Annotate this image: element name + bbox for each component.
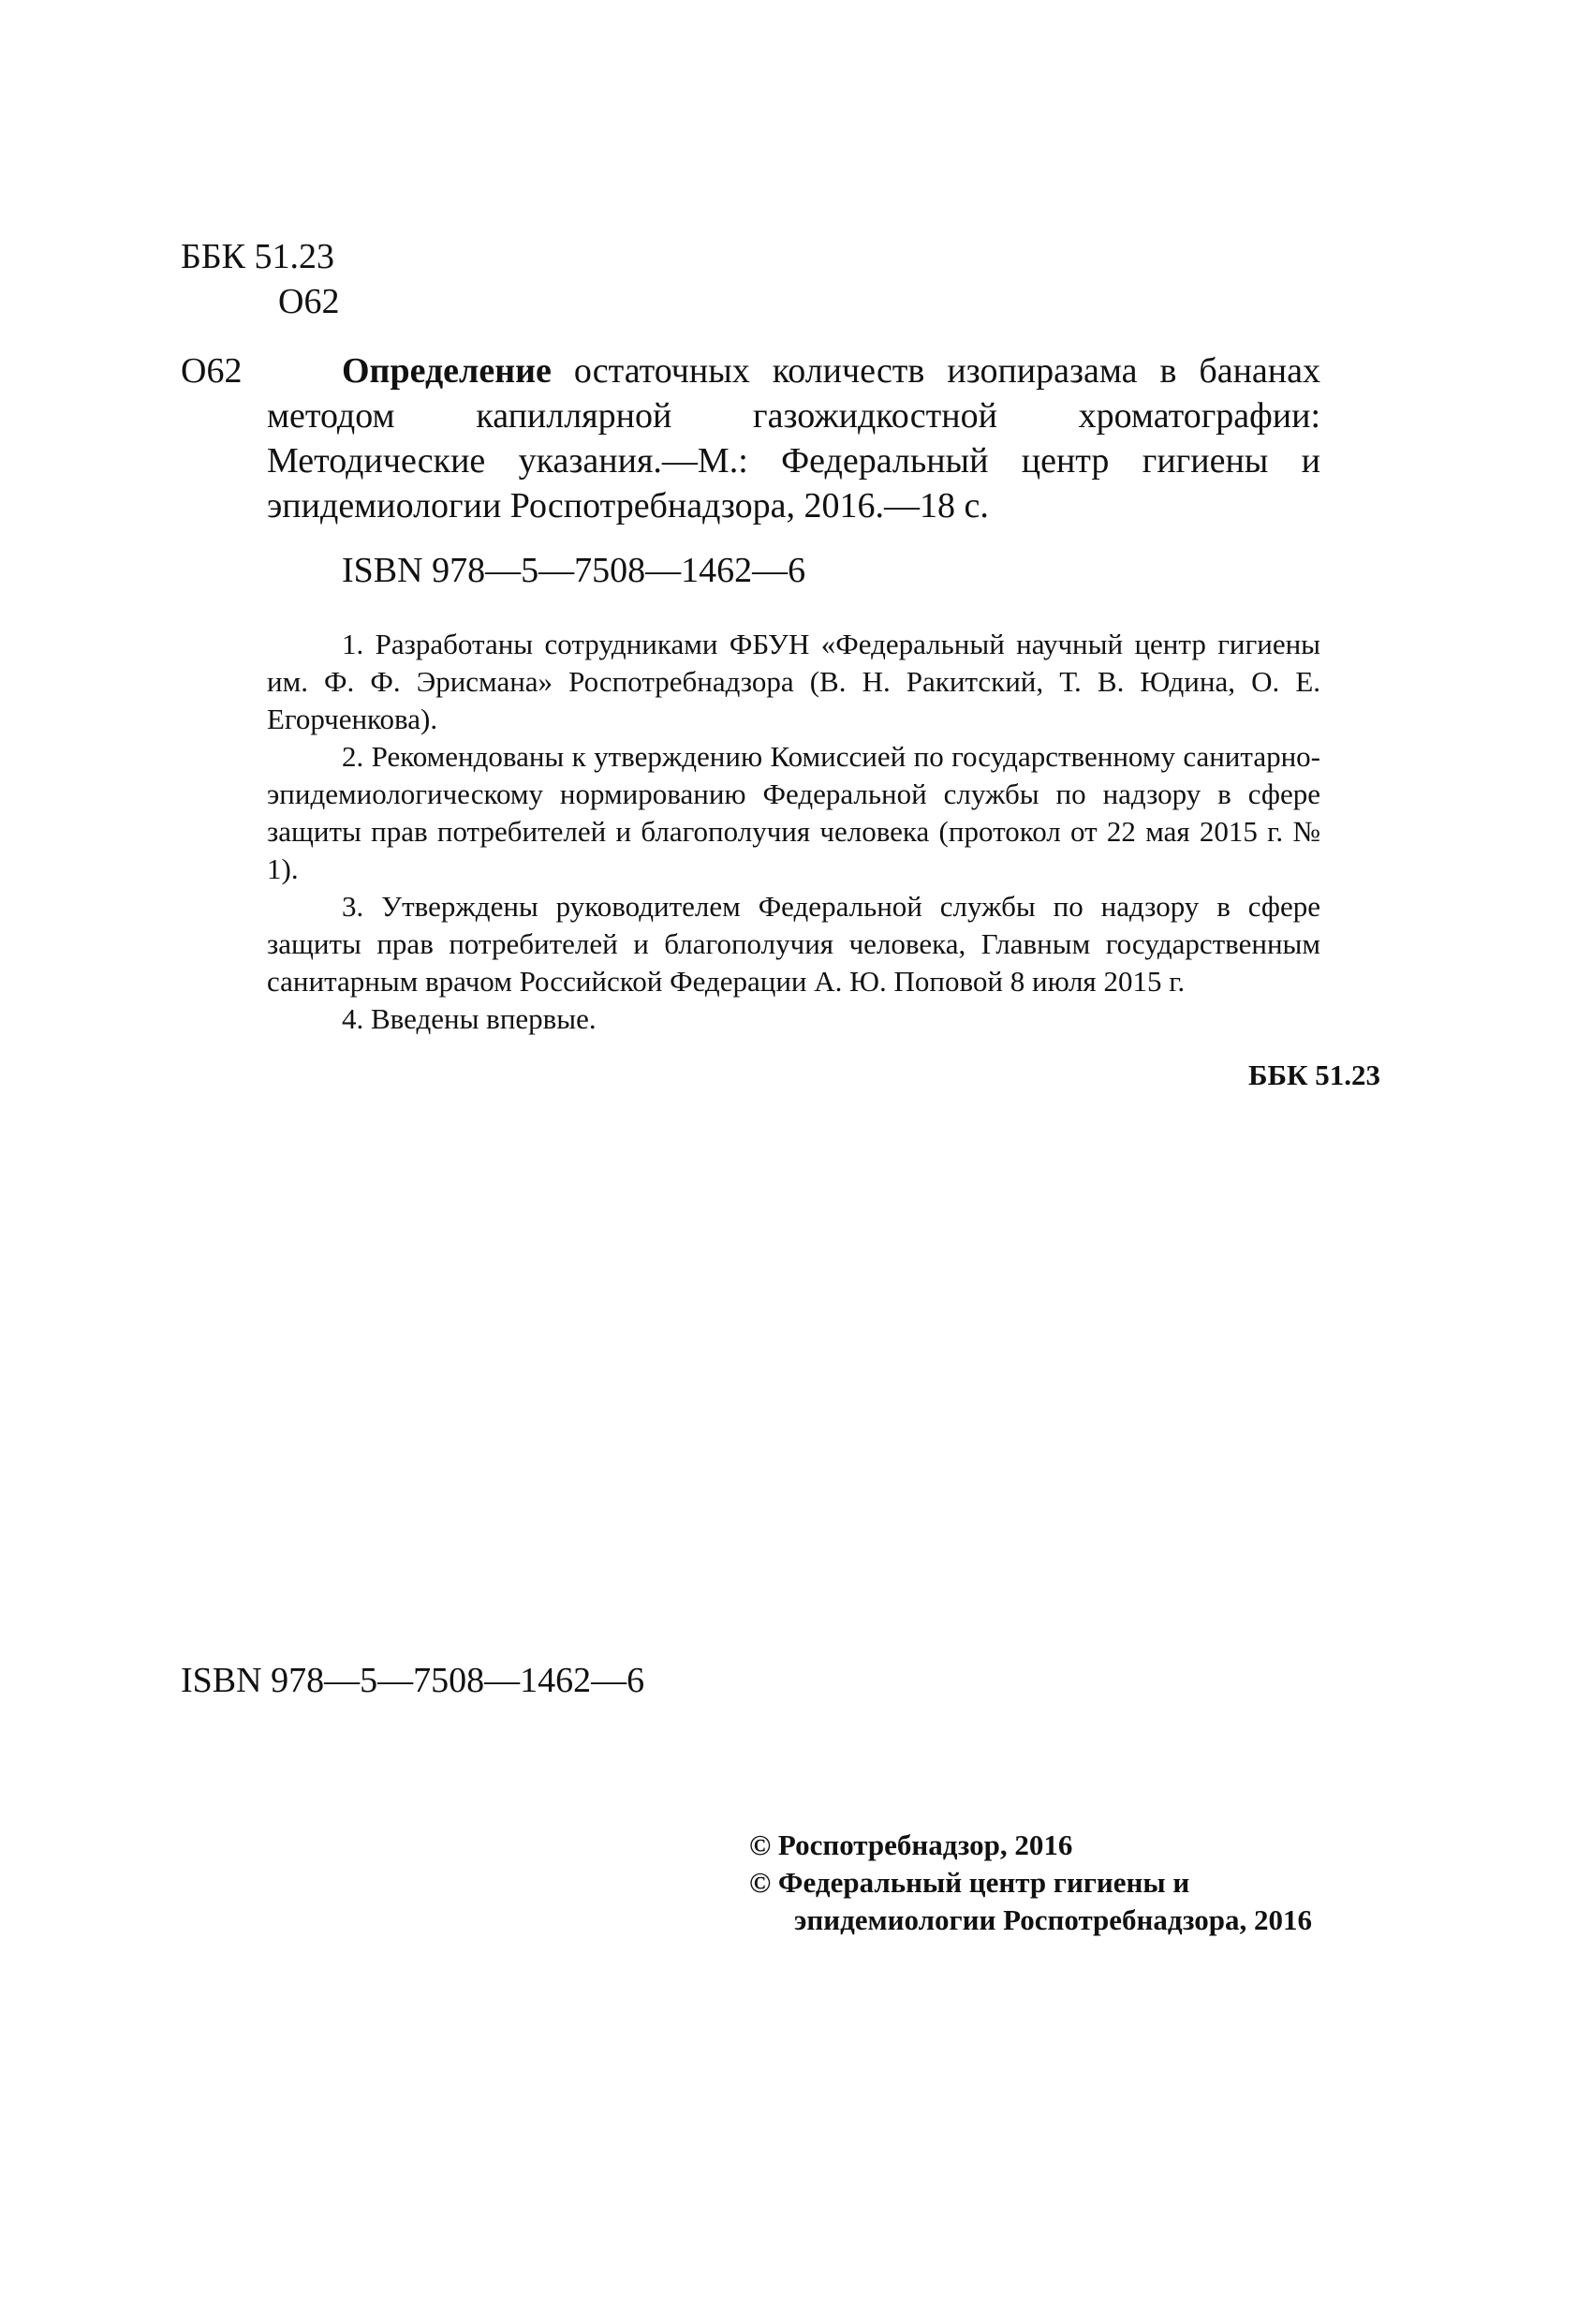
isbn-top: ISBN 978—5—7508—1462—6 (342, 551, 806, 590)
notes-block (267, 626, 1320, 1038)
copyright-line-2: © Федеральный центр гигиены и (749, 1866, 1190, 1899)
entry-author-mark: O62 (181, 351, 243, 391)
note-item: 2. Рекомендованы к утверждению Комиссией по государственному санитарно-эпидемиологическому нормированию Федеральной службы по надзору в сфере защиты прав потребителей и благополучия человека (протокол от 22 мая 2015 г. № 1). (267, 740, 1320, 885)
entry-description: остаточных количеств изопиразама в бананах методом капиллярной газожидкостной хроматографии: Методические указания.—М.: Федеральный центр гигиены и эпидемиологии Роспотребнадзора, 2016.—18 с. (267, 351, 1320, 525)
note-item: 3. Утверждены руководителем Федеральной службы по надзору в сфере защиты прав потребителей и благополучия человека, Главным государственным санитарным врачом Российской Федерации А. Ю. Поповой 8 июля 2015 г. (267, 890, 1320, 998)
bibliographic-entry (267, 348, 1320, 528)
isbn-bottom: ISBN 978—5—7508—1462—6 (181, 1661, 645, 1700)
bbk-code-right: ББК 51.23 (1248, 1058, 1380, 1091)
note-item: 4. Введены впервые. (342, 1002, 597, 1035)
author-mark: O62 (278, 282, 340, 321)
bbk-code: ББК 51.23 (181, 237, 334, 276)
entry-title-bold: Определение (342, 351, 552, 391)
copyright-line-1: © Роспотребнадзор, 2016 (749, 1828, 1073, 1861)
note-item: 1. Разработаны сотрудниками ФБУН «Федеральный научный центр гигиены им. Ф. Ф. Эрисмана» Роспотребнадзора (В. Н. Ракитский, Т. В. Юдина, О. Е. Егорченкова). (267, 628, 1320, 735)
copyright-line-3: эпидемиологии Роспотребнадзора, 2016 (794, 1903, 1312, 1936)
copyright-block (749, 1827, 1312, 1939)
